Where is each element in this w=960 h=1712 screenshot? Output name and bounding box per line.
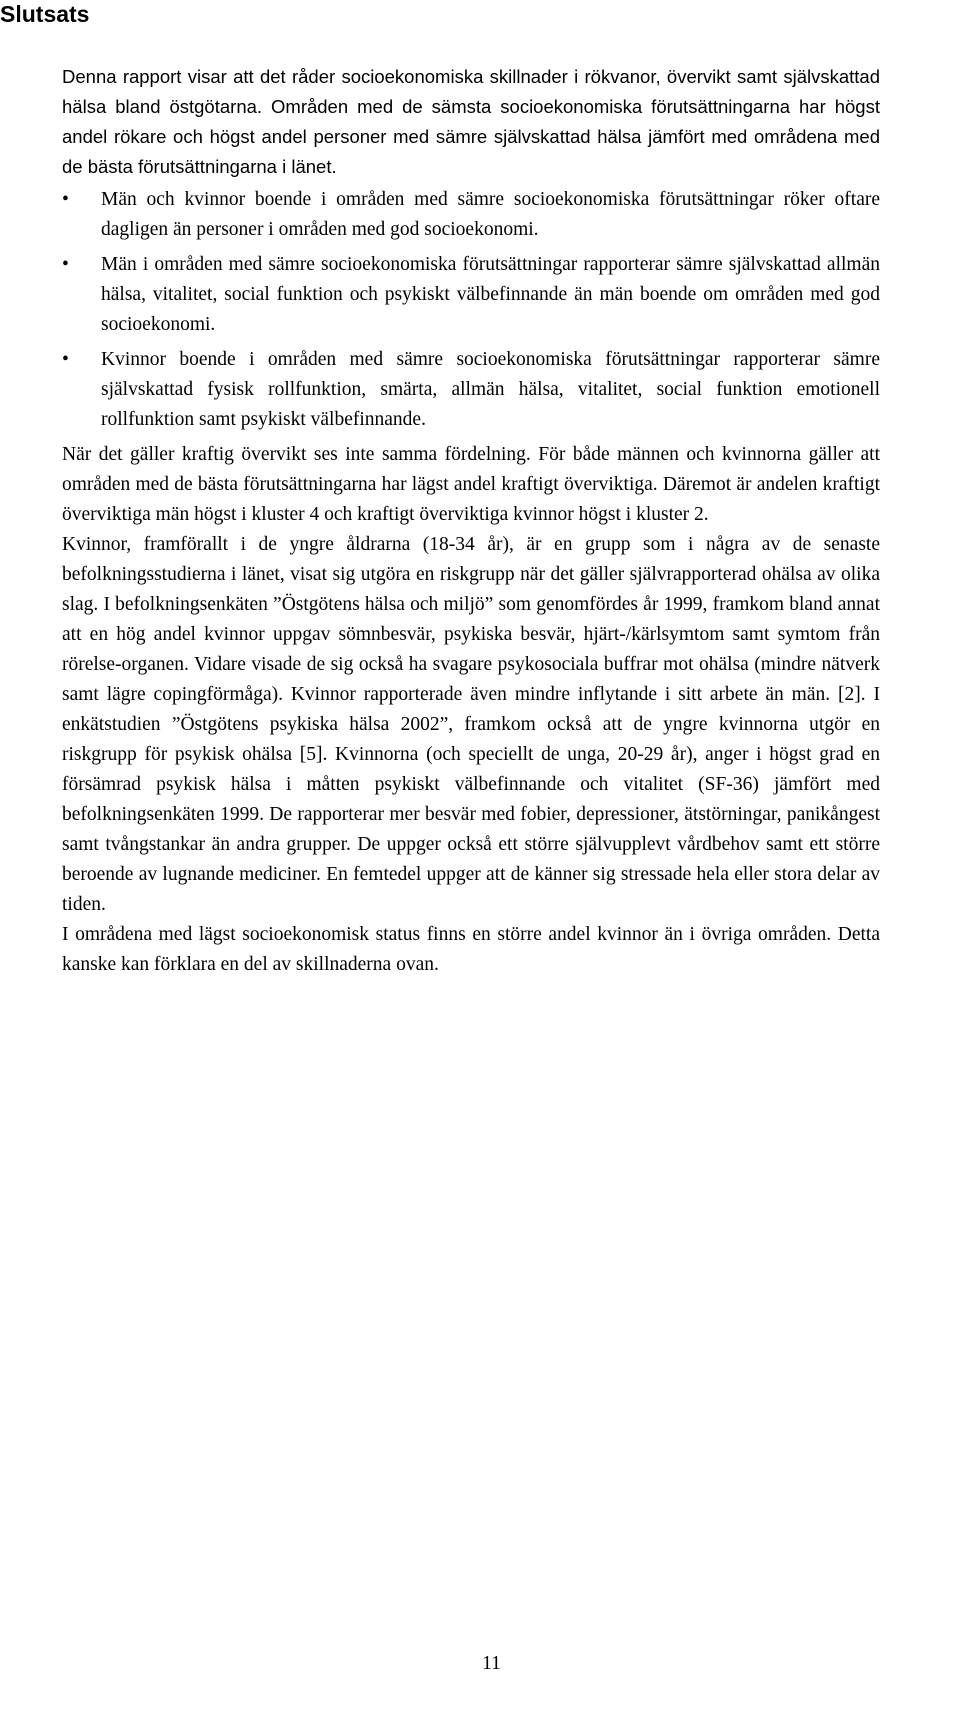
list-item (62, 185, 880, 245)
list-item-text: Män och kvinnor boende i områden med sämre socioekonomiska förutsättningar röker oftare dagligen än personer i områden med god socioekonomi. (101, 189, 880, 240)
overweight-paragraph: När det gäller kraftig övervikt ses inte samma fördelning. För både männen och kvinnorna gäller att områden med de bästa förutsättningarna har lägst andel kraftigt överviktiga. Däremot är andelen kraftigt överviktiga män högst i kluster 4 och kraftigt överviktiga kvinnor högst i kluster 2. (62, 444, 880, 525)
intro-paragraph: Denna rapport visar att det råder socioekonomiska skillnader i rökvanor, övervikt samt självskattad hälsa bland östgötarna. Områden med de sämsta socioekonomiska förutsättningarna har högst andel rökare och högst andel personer med sämre självskattad hälsa jämfört med områdena med de bästa förutsättningarna i länet. (62, 66, 880, 177)
section-heading: Slutsats (0, 1, 90, 27)
closing-paragraph: I områdena med lägst socioekonomisk status finns en större andel kvinnor än i övriga områden. Detta kanske kan förklara en del av skillnaderna ovan. (62, 924, 880, 975)
list-item-text: Kvinnor boende i områden med sämre socioekonomiska förutsättningar rapporterar sämre självskattad fysisk rollfunktion, smärta, allmän hälsa, vitalitet, social funktion emotionell rollfunktion samt psykiskt välbefinnande. (101, 349, 880, 430)
bullet-icon: • (62, 349, 69, 370)
bullet-icon: • (62, 254, 69, 275)
list-item (62, 250, 880, 340)
findings-list (62, 185, 880, 435)
page-number: 11 (482, 1653, 501, 1674)
women-risk-paragraph: Kvinnor, framförallt i de yngre åldrarna (18-34 år), är en grupp som i några av de senaste befolkningsstudierna i länet, visat sig utgöra en riskgrupp när det gäller självrapporterad ohälsa av olika slag. I befolkningsenkäten ”Östgötens hälsa och miljö” som genomfördes år 1999, framkom bland annat att en hög andel kvinnor uppgav sömnbesvär, psykiska besvär, hjärt-/kärlsymtom samt symtom från rörelse-organen. Vidare visade de sig också ha svagare psykosociala buffrar mot ohälsa (mindre nätverk samt lägre copingförmåga). Kvinnor rapporterade även mindre inflytande i sitt arbete än män. [2]. I enkätstudien ”Östgötens psykiska hälsa 2002”, framkom också att de yngre kvinnorna utgör en riskgrupp för psykisk ohälsa [5]. Kvinnorna (och speciellt de unga, 20-29 år), anger i högst grad en försämrad psykisk hälsa i måtten psykiskt välbefinnande och vitalitet (SF-36) jämfört med befolkningsenkäten 1999. De rapporterar mer besvär med fobier, depressioner, ätstörningar, panikångest samt tvångstankar än andra grupper. De uppger också ett större självupplevt vårdbehov samt ett större beroende av lugnande mediciner. En femtedel uppger att de känner sig stressade hela eller stora delar av tiden. (62, 534, 880, 915)
list-item (62, 345, 880, 435)
bullet-icon: • (62, 189, 69, 210)
list-item-text: Män i områden med sämre socioekonomiska förutsättningar rapporterar sämre självskattad allmän hälsa, vitalitet, social funktion och psykiskt välbefinnande än män boende om områden med god socioekonomi. (101, 254, 880, 335)
document-body (62, 62, 880, 980)
